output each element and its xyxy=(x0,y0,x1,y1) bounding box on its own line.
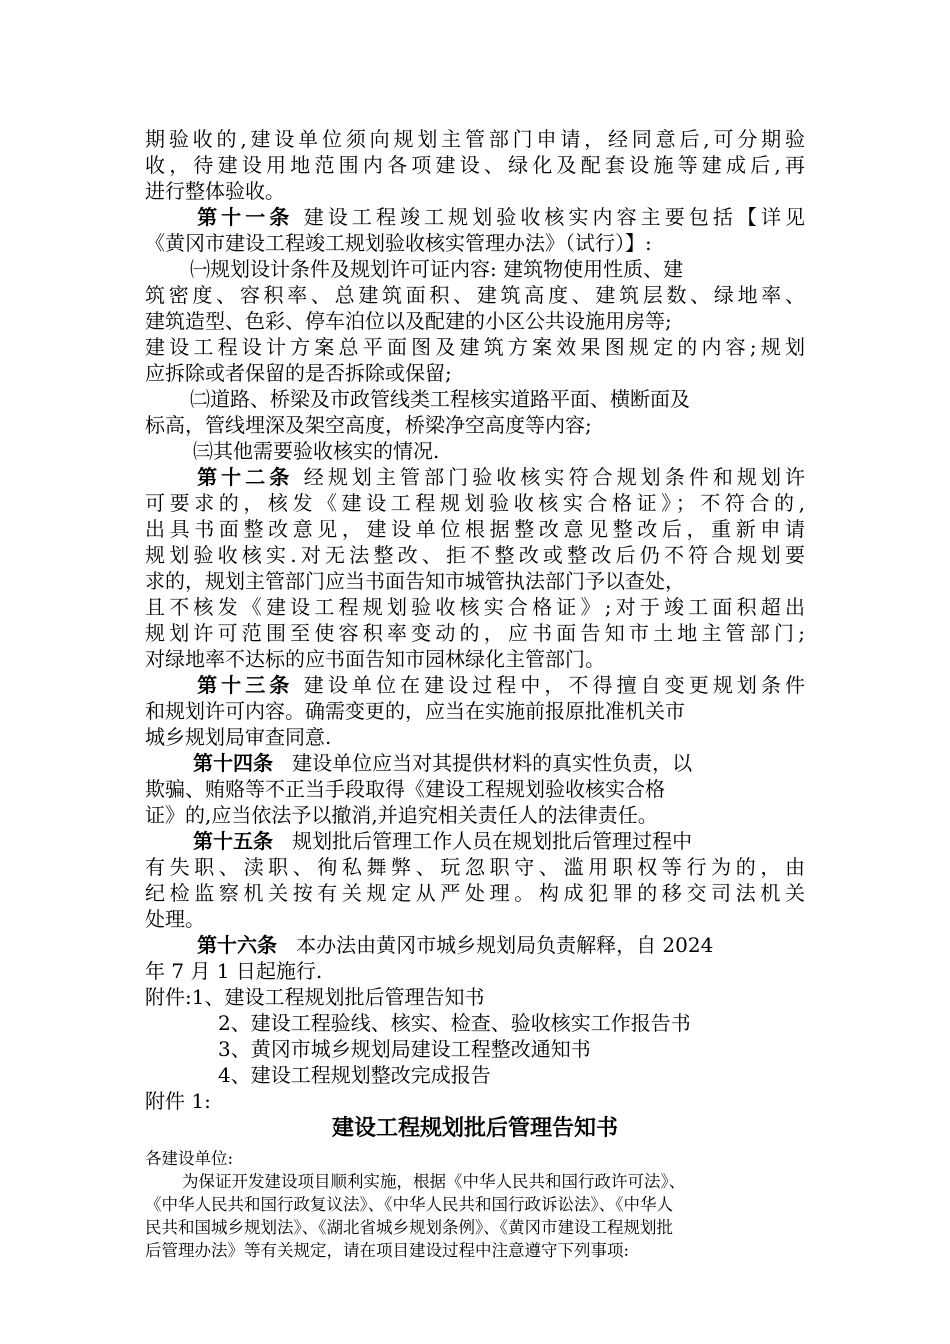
notice-addressee: 各建设单位: xyxy=(145,1149,234,1168)
text-line: 为保证开发建设项目顺利实施，根据《中华人民共和国行政许可法》、 xyxy=(182,1172,686,1191)
text-line: 规划验收核实.对无法整改、拒不整改或整改后仍不符合规划要 xyxy=(145,543,805,567)
text-line: 民共和国城乡规划法》、《湖北省城乡规划条例》、《黄冈市建设工程规划批 xyxy=(145,1218,673,1237)
text-line: 《中华人民共和国行政复议法》、《中华人民共和国行政诉讼法》、《中华人 xyxy=(145,1195,673,1214)
attachment-list-item: 3、黄冈市城乡规划局建设工程整改通知书 xyxy=(218,1037,591,1061)
text-line: ㈡道路、桥梁及市政管线类工程核实道路平面、横断面及 xyxy=(190,387,690,411)
text-line: 标高，管线埋深及架空高度，桥梁净空高度等内容; xyxy=(145,413,592,437)
text-line: 求的，规划主管部门应当书面告知市城管执法部门予以查处， xyxy=(145,569,685,593)
text-line: 收，待建设用地范围内各项建设、绿化及配套设施等建成后,再 xyxy=(145,153,805,177)
text-line: 年 7 月 1 日起施行. xyxy=(145,959,323,983)
article-11 xyxy=(145,204,805,230)
article-heading: 第十一条 xyxy=(193,205,294,229)
text-line: 规划许可范围至使容积率变动的，应书面告知市土地主管部门; xyxy=(145,621,805,645)
attachment-list-item: 附件:1、建设工程规划批后管理告知书 xyxy=(145,985,485,1009)
text-span: 建设单位应当对其提供材料的真实性负责，以 xyxy=(292,751,693,775)
text-line: ㈢其他需要验收核实的情况. xyxy=(193,439,440,463)
attachment-label: 附件 1: xyxy=(145,1089,211,1113)
text-line: 和规划许可内容。确需变更的，应当在实施前报原批准机关市 xyxy=(145,699,685,723)
text-span: 建设工程竣工规划验收核实内容主要包括【详见 xyxy=(303,205,806,229)
text-line: 且不核发《建设工程规划验收核实合格证》;对于竣工面积超出 xyxy=(145,595,805,619)
text-line: 建设工程设计方案总平面图及建筑方案效果图规定的内容;规划 xyxy=(145,335,805,359)
article-heading: 第十二条 xyxy=(193,465,294,489)
article-heading: 第十三条 xyxy=(193,673,294,697)
text-line: 期验收的,建设单位须向规划主管部门申请，经同意后,可分期验 xyxy=(145,127,805,151)
text-line: 进行整体验收。 xyxy=(145,179,285,203)
article-16 xyxy=(145,932,805,958)
attachment-list-item: 4、建设工程规划整改完成报告 xyxy=(218,1063,491,1087)
text-span: 规划批后管理工作人员在规划批后管理过程中 xyxy=(292,829,693,853)
text-line: 后管理办法》等有关规定，请在项目建设过程中注意遵守下列事项: xyxy=(145,1241,630,1260)
notice-title: 建设工程规划批后管理告知书 xyxy=(331,1116,618,1141)
article-12 xyxy=(145,464,805,490)
text-line: 有失职、渎职、徇私舞弊、玩忽职守、滥用职权等行为的，由 xyxy=(145,855,805,879)
text-line: 证》的,应当依法予以撤消,并追究相关责任人的法律责任。 xyxy=(145,803,658,827)
attachment-list-item: 2、建设工程验线、核实、检查、验收核实工作报告书 xyxy=(218,1011,691,1035)
text-line: 应拆除或者保留的是否拆除或保留; xyxy=(145,361,452,385)
text-line: 处理。 xyxy=(145,907,205,931)
article-13 xyxy=(145,672,805,698)
text-span: 建设单位在建设过程中，不得擅自变更规划条件 xyxy=(303,673,806,697)
text-line: 可要求的，核发《建设工程规划验收核实合格证》；不符合的, xyxy=(145,491,805,515)
article-heading: 第十六条 xyxy=(197,933,277,957)
text-line: 出具书面整改意见，建设单位根据整改意见整改后，重新申请 xyxy=(145,517,805,541)
text-line: 纪检监察机关按有关规定从严处理。构成犯罪的移交司法机关 xyxy=(145,881,805,905)
text-line: 欺骗、贿赂等不正当手段取得《建设工程规划验收核实合格 xyxy=(145,777,665,801)
text-line: ㈠规划设计条件及规划许可证内容: 建筑物使用性质、建 xyxy=(190,257,684,281)
article-15 xyxy=(145,828,805,854)
text-line: 《黄冈市建设工程竣工规划验收核实管理办法》（试行）】: xyxy=(145,231,652,255)
text-span: 本办法由黄冈市城乡规划局负责解释，自 2024 xyxy=(296,933,714,957)
article-heading: 第十五条 xyxy=(193,829,273,853)
text-line: 建筑造型、色彩、停车泊位以及配建的小区公共设施用房等; xyxy=(145,309,672,333)
text-line: 对绿地率不达标的应书面告知市园林绿化主管部门。 xyxy=(145,647,605,671)
text-span: 经规划主管部门验收核实符合规划条件和规划许 xyxy=(303,465,806,489)
text-line: 筑密度、容积率、总建筑面积、建筑高度、建筑层数、绿地率、 xyxy=(145,283,805,307)
text-line: 城乡规划局审查同意. xyxy=(145,725,332,749)
article-heading: 第十四条 xyxy=(193,751,273,775)
article-14 xyxy=(145,750,805,776)
